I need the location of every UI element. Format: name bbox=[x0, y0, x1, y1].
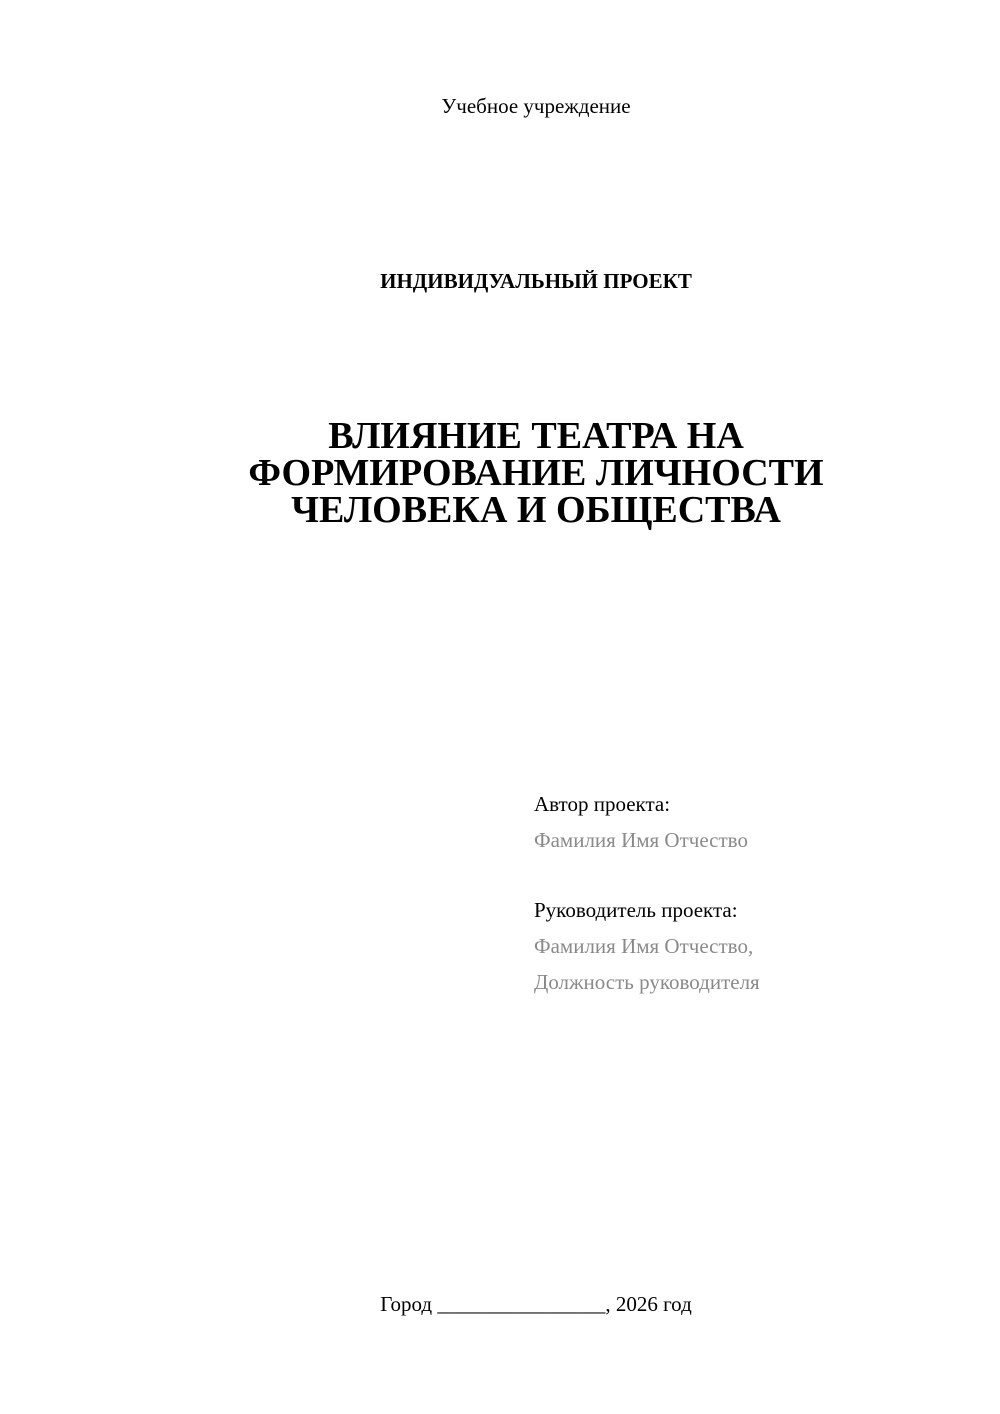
document-type: ИНДИВИДУАЛЬНЫЙ ПРОЕКТ bbox=[380, 269, 692, 293]
supervisor-label: Руководитель проекта: bbox=[534, 898, 738, 922]
author-label: Автор проекта: bbox=[534, 792, 671, 816]
project-title-line-1: ВЛИЯНИЕ ТЕАТРА НА bbox=[328, 415, 744, 457]
supervisor-block bbox=[534, 892, 974, 1000]
project-title-line-3: ЧЕЛОВЕКА И ОБЩЕСТВА bbox=[291, 489, 781, 531]
author-name: Фамилия Имя Отчество bbox=[534, 828, 748, 852]
project-title-line-2: ФОРМИРОВАНИЕ ЛИЧНОСТИ bbox=[248, 452, 824, 494]
author-block bbox=[534, 786, 974, 858]
project-title bbox=[186, 415, 886, 531]
city-year-footer: Город ________________, 2026 год bbox=[380, 1292, 692, 1316]
supervisor-name: Фамилия Имя Отчество, bbox=[534, 934, 754, 958]
institution-name: Учебное учреждение bbox=[441, 94, 631, 118]
supervisor-position: Должность руководителя bbox=[534, 970, 760, 994]
